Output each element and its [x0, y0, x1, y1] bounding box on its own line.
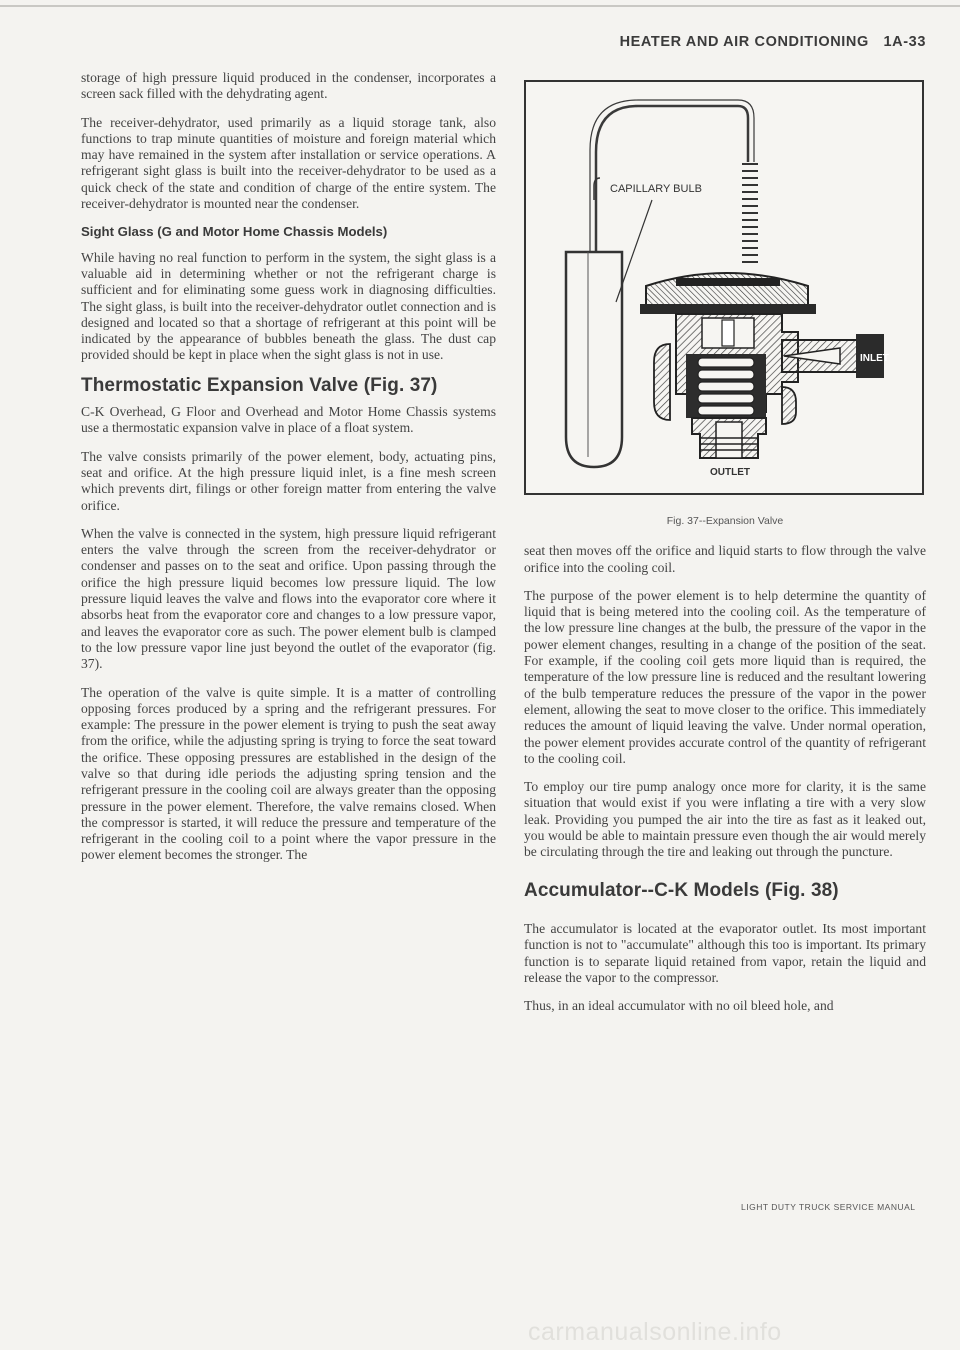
paragraph: storage of high pressure liquid produced in the condenser, incorporates a screen sack filled with the dehydrating agent.	[81, 70, 496, 102]
paragraph: The receiver-dehydrator, used primarily as a liquid storage tank, also functions to trap minute quantities of moisture and foreign material which may have remained in the system after installation or service operations. A refrigerant sight glass is built into the receiver-dehydrator to be used as a quick check of the state and condition of charge of the entire system. The receiver-dehydrator is mounted near the condenser.	[81, 114, 496, 212]
paragraph: The valve consists primarily of the power element, body, actuating pins, seat and orifice. At the high pressure liquid inlet, is a fine mesh screen which prevents dirt, filings or other foreign matter from entering the valve orifice.	[81, 448, 496, 513]
right-column	[524, 80, 926, 1026]
capillary-coil	[742, 164, 758, 262]
inlet-label: INLET	[860, 353, 889, 364]
power-element	[646, 273, 808, 306]
footer-manual-title: LIGHT DUTY TRUCK SERVICE MANUAL	[741, 1202, 916, 1212]
section-title: HEATER AND AIR CONDITIONING	[619, 34, 869, 50]
adjusting-spring	[698, 358, 754, 415]
expansion-valve-illustration	[526, 82, 922, 493]
paragraph: Thus, in an ideal accumulator with no oil bleed hole, and	[524, 998, 834, 1014]
outlet-label: OUTLET	[710, 467, 750, 478]
paragraph: seat then moves off the orifice and liquid starts to flow through the valve orifice into the cooling coil.	[524, 543, 926, 575]
body-flange-left	[654, 344, 670, 420]
subheading-sight-glass: Sight Glass (G and Motor Home Chassis Models)	[81, 224, 388, 240]
paragraph: C-K Overhead, G Floor and Overhead and Motor Home Chassis systems use a thermostatic expansion valve in place of a float system.	[81, 404, 496, 436]
capillary-bulb	[566, 252, 622, 467]
top-rule	[0, 5, 960, 7]
actuating-pin	[722, 320, 734, 346]
figure-caption: Fig. 37--Expansion Valve	[666, 515, 784, 527]
paragraph: To employ our tire pump analogy once more for clarity, it is the same situation that would exist if you were inflating a tire with a very slow leak. Providing you pumped the air into the tire as fast as it leaked out, you would be able to maintain pressure even though the air would merely be circulating through the tire and leaking out through the puncture.	[524, 779, 926, 860]
paragraph: The accumulator is located at the evaporator outlet. Its most important function is not to "accumulate" although this too is important. Its primary function is to separate liquid retained from vapor, retain the liquid and release the vapor to the compressor.	[524, 920, 926, 985]
page-header	[620, 34, 926, 50]
heading-accumulator: Accumulator--C-K Models (Fig. 38)	[524, 879, 839, 901]
capillary-tube	[596, 106, 748, 252]
expansion-valve-figure	[524, 80, 924, 495]
watermark: carmanualsonline.info	[528, 1318, 782, 1346]
paragraph: The purpose of the power element is to help determine the quantity of liquid that is being metered into the cooling coil. As the temperature of the low pressure line changes at the bulb, the pressure of the vapor in the power element changes, resulting in a change of the position of the seat. For example, if the cooling coil gets more liquid than is required, the temperature of the low pressure line is reduced and the resultant lowering of the bulb temperature reduces the pressure of the vapor in the power element, allowing the seat to move closer to the orifice. This immediately reduces the amount of liquid leaving the valve. Under normal operation, the power element provides accurate control of the quantity of refrigerant to the cooling coil.	[524, 587, 926, 766]
paragraph: The operation of the valve is quite simple. It is a matter of controlling opposing forces produced by a spring and the refrigerant pressures. For example: The pressure in the power element is trying to push the seat away from the orifice, while the adjusting spring is trying to force the seat toward the orifice. These opposing pressures are established in the design of the valve so that during idle periods the adjusting spring tension and the refrigerant pressure in the cooling coil are always greater than the opposing pressure in the power element. Therefore, the valve remains closed. When the compressor is started, it will reduce the pressure and temperature of the refrigerant in the cooling coil to a point where the vapor pressure in the power element becomes the stronger. The	[81, 684, 496, 863]
capillary-bulb-label: CAPILLARY BULB	[610, 183, 702, 195]
heading-expansion-valve: Thermostatic Expansion Valve (Fig. 37)	[81, 374, 438, 396]
paragraph: While having no real function to perform in the system, the sight glass is a valuable aid in determining whether or not the refrigerant charge is sufficient and for eliminating some guess work in diagnosing difficulties. The sight glass, is built into the receiver-dehydrator outlet connection and is designed and located so that a shortage of refrigerant at this point will be indicated by the appearance of bubbles beneath the glass. The dust cap provided should be kept in place when the sight glass is not in use.	[81, 249, 496, 363]
page-number: 1A-33	[883, 34, 926, 50]
paragraph: When the valve is connected in the system, high pressure liquid refrigerant enters the valve through the screen from the receiver-dehydrator or condenser and passes on to the seat and orifice. Upon passing through the orifice the high pressure liquid becomes low pressure liquid. The low pressure liquid leaves the valve and flows into the evaporator core where it absorbs heat from the evaporator core and changes to a low pressure vapor, and leaves the evaporator core as such. The power element bulb is clamped to the low pressure vapor line just beyond the outlet of the evaporator (fig. 37).	[81, 525, 496, 672]
diaphragm	[640, 304, 816, 314]
left-column	[81, 70, 496, 876]
